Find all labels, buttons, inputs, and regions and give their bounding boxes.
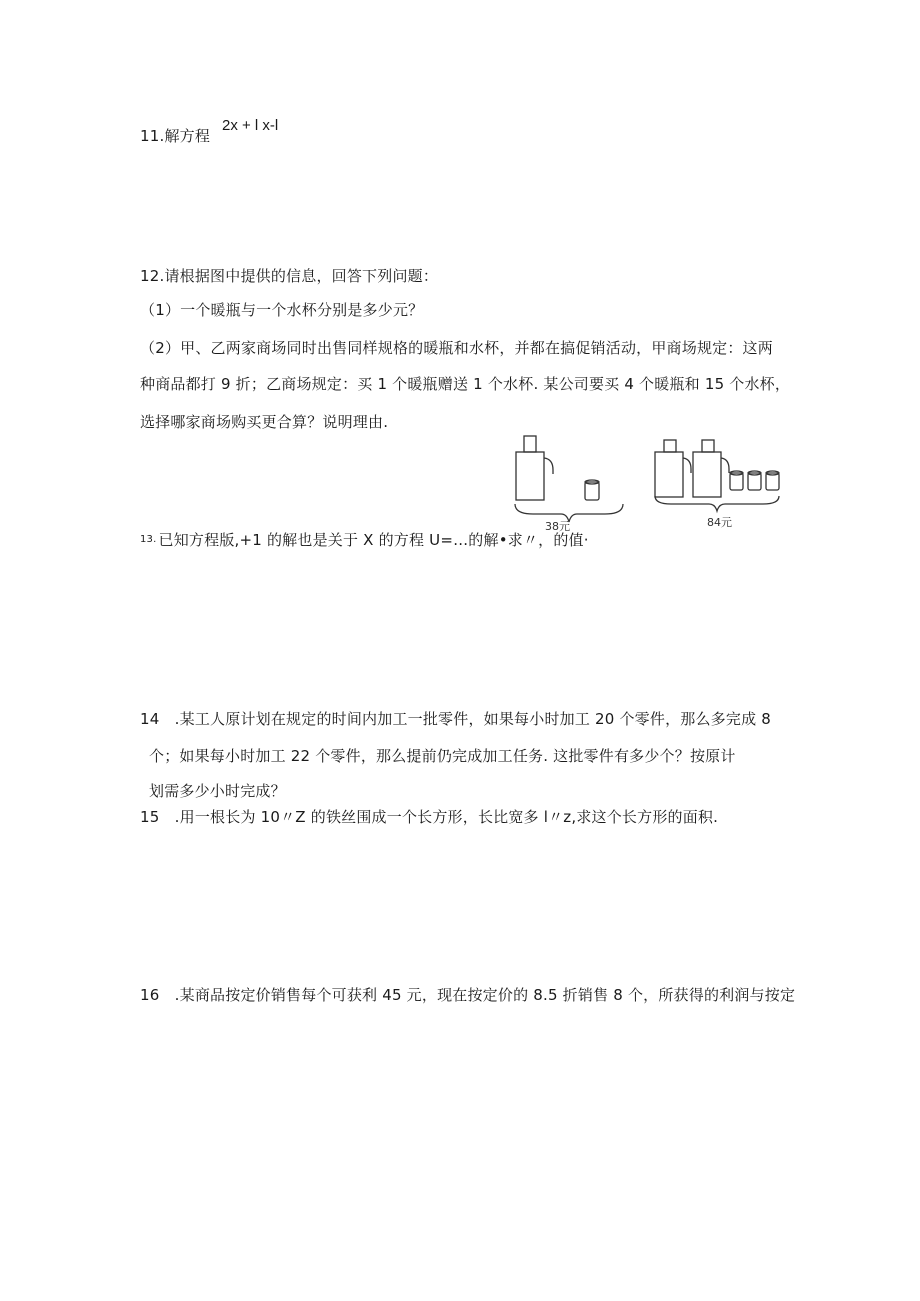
- q12-line-1: 12.请根据图中提供的信息，回答下列问题：: [140, 267, 439, 285]
- thermos-icon: [516, 436, 553, 500]
- q13-number: 13.: [140, 534, 157, 545]
- q13-body: 已知方程版,+1 的解也是关于 X 的方程 U=…的解•求〃，的值·: [158, 531, 589, 549]
- q14-line-2: 个；如果每小时加工 22 个零件，那么提前仍完成加工任务. 这批零件有多少个？按原计: [149, 747, 736, 765]
- q11-label: 11.解方程: [140, 127, 211, 145]
- thermos-icon: [655, 440, 691, 497]
- right-brace: [655, 496, 779, 511]
- q14-line-1: 14 .某工人原计划在规定的时间内加工一批零件，如果每小时加工 20 个零件，那么多完成 8: [140, 710, 771, 728]
- q12-line-2: （1）一个暖瓶与一个水杯分别是多少元？: [140, 301, 424, 319]
- q13-text: [140, 530, 589, 550]
- q16-line-1: 16 .某商品按定价销售每个可获利 45 元，现在按定价的 8.5 折销售 8 个，所获得的利润与按定: [140, 986, 796, 1004]
- thermos-cup-figure: [505, 430, 795, 540]
- left-price-label: 38元: [545, 520, 570, 533]
- cup-icon: [766, 471, 779, 490]
- right-price-label: 84元: [707, 516, 732, 529]
- q11-equation: 2x + l x-l: [222, 117, 279, 134]
- q12-line-3: （2）甲、乙两家商场同时出售同样规格的暖瓶和水杯，并都在搞促销活动，甲商场规定：这两: [140, 339, 773, 357]
- q12-line-4: 种商品都打 9 折；乙商场规定：买 1 个暖瓶赠送 1 个水杯. 某公司要买 4 个暖瓶和 15 个水杯，: [140, 375, 791, 393]
- cup-icon: [730, 471, 743, 490]
- q15-line-1: 15 .用一根长为 10〃Z 的铁丝围成一个长方形，长比宽多 l〃z,求这个长方形的面积.: [140, 808, 719, 826]
- cup-icon: [585, 480, 599, 500]
- q14-line-3: 划需多少小时完成？: [149, 782, 286, 800]
- q12-line-5: 选择哪家商场购买更合算？说明理由.: [140, 413, 389, 431]
- cup-icon: [748, 471, 761, 490]
- thermos-icon: [693, 440, 729, 497]
